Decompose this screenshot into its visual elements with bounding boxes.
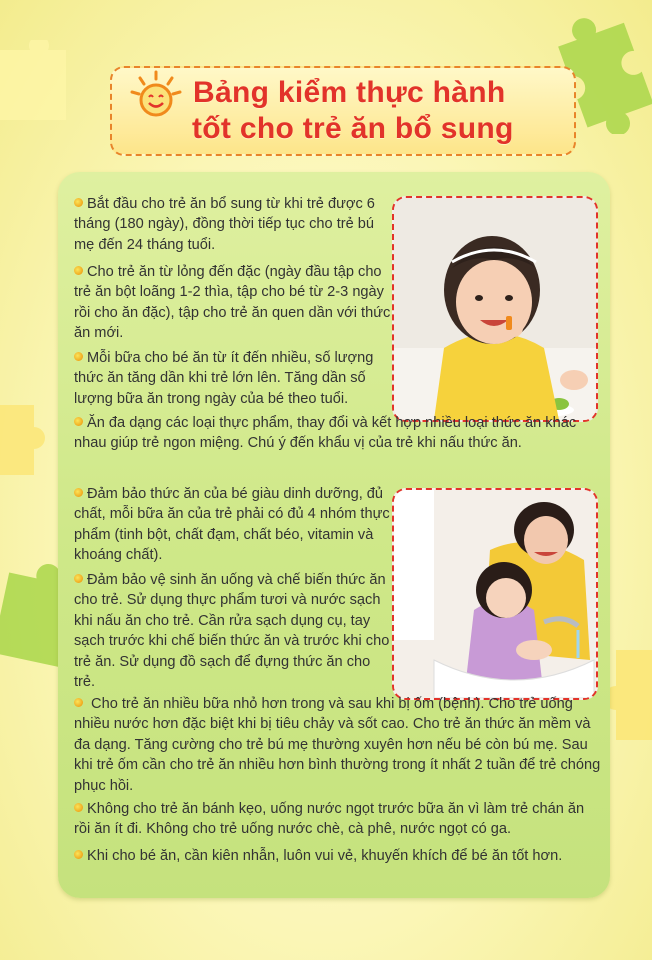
flower-dot-icon (74, 574, 83, 583)
page-title-line-1: Bảng kiểm thực hành (193, 76, 506, 109)
list-item: Khi cho bé ăn, cần kiên nhẫn, luôn vui vẻ, khuyến khích để bé ăn tốt hơn. (74, 846, 602, 866)
flower-dot-icon (74, 198, 83, 207)
puzzle-piece-top-left (0, 40, 70, 130)
puzzle-piece-left-middle (0, 395, 62, 485)
mother-washing-child-hands-photo (392, 488, 598, 700)
list-item: Mỗi bữa cho bé ăn từ ít đến nhiều, số lượng thức ăn tăng dần khi trẻ lớn lên. Tăng dần số lượng bữa ăn trong ngày của bé theo tuổi. (74, 350, 374, 407)
flower-dot-icon (74, 698, 83, 707)
flower-dot-icon (74, 266, 83, 275)
flower-dot-icon (74, 488, 83, 497)
flower-dot-icon (74, 803, 83, 812)
flower-dot-icon (74, 417, 83, 426)
smiling-sun-icon (130, 70, 182, 122)
flower-dot-icon (74, 850, 83, 859)
list-item: Đảm bảo thức ăn của bé giàu dinh dưỡng, đủ chất, mỗi bữa ăn của trẻ phải có đủ 4 nhóm thực phẩm (tinh bột, chất đạm, chất béo, vitamin và khoáng chất). (74, 486, 390, 564)
list-item: Đảm bảo vệ sinh ăn uống và chế biến thức ăn cho trẻ. Sử dụng thực phẩm tươi và nước sạch khi nấu ăn cho trẻ. Cần rửa sạch dụng cụ, tay sạch trước khi chế biến thức ăn và trước khi cho trẻ ăn. Sử dụng đồ sạch để đựng thức ăn cho trẻ. (74, 572, 390, 691)
list-item: Cho trẻ ăn nhiều bữa nhỏ hơn trong và sau khi bị ốm (bệnh). Cho trẻ uống nhiều nước hơn đặc biệt khi bị tiêu chảy và sốt cao. Cho trẻ ăn thức ăn mềm và đa dạng. Tăng cường cho trẻ bú mẹ thường xuyên hơn nếu bé còn bú mẹ. Sau khi trẻ ốm cần cho trẻ ăn nhiều hơn bình thường trong ít nhất 2 tuần để trẻ chóng phục hồi. (74, 696, 601, 794)
toddler-eating-photo (392, 196, 598, 422)
page-title-line-2: tốt cho trẻ ăn bổ sung (192, 112, 514, 145)
list-item: Ăn đa dạng các loại thực phẩm, thay đổi và kết hợp nhiều loại thức ăn khác nhau giúp trẻ ngon miệng. Chú ý đến khẩu vị của trẻ khi nấu thức ăn. (74, 415, 577, 452)
list-item: Không cho trẻ ăn bánh kẹo, uống nước ngọt trước bữa ăn vì làm trẻ chán ăn rồi ăn ít đi. Không cho trẻ uống nước chè, cà phê, nước ngọt có ga. (74, 801, 585, 838)
list-item: Bắt đầu cho trẻ ăn bổ sung từ khi trẻ được 6 tháng (180 ngày), đồng thời tiếp tục cho trẻ bú mẹ đến 24 tháng tuổi. (74, 196, 375, 253)
list-item: Cho trẻ ăn từ lỏng đến đặc (ngày đầu tập cho trẻ ăn bột loãng 1-2 thìa, tập cho bé từ 2-3 ngày rồi cho ăn đặc), tập cho trẻ ăn quen dần với thức ăn mới. (74, 264, 391, 342)
flower-dot-icon (74, 352, 83, 361)
